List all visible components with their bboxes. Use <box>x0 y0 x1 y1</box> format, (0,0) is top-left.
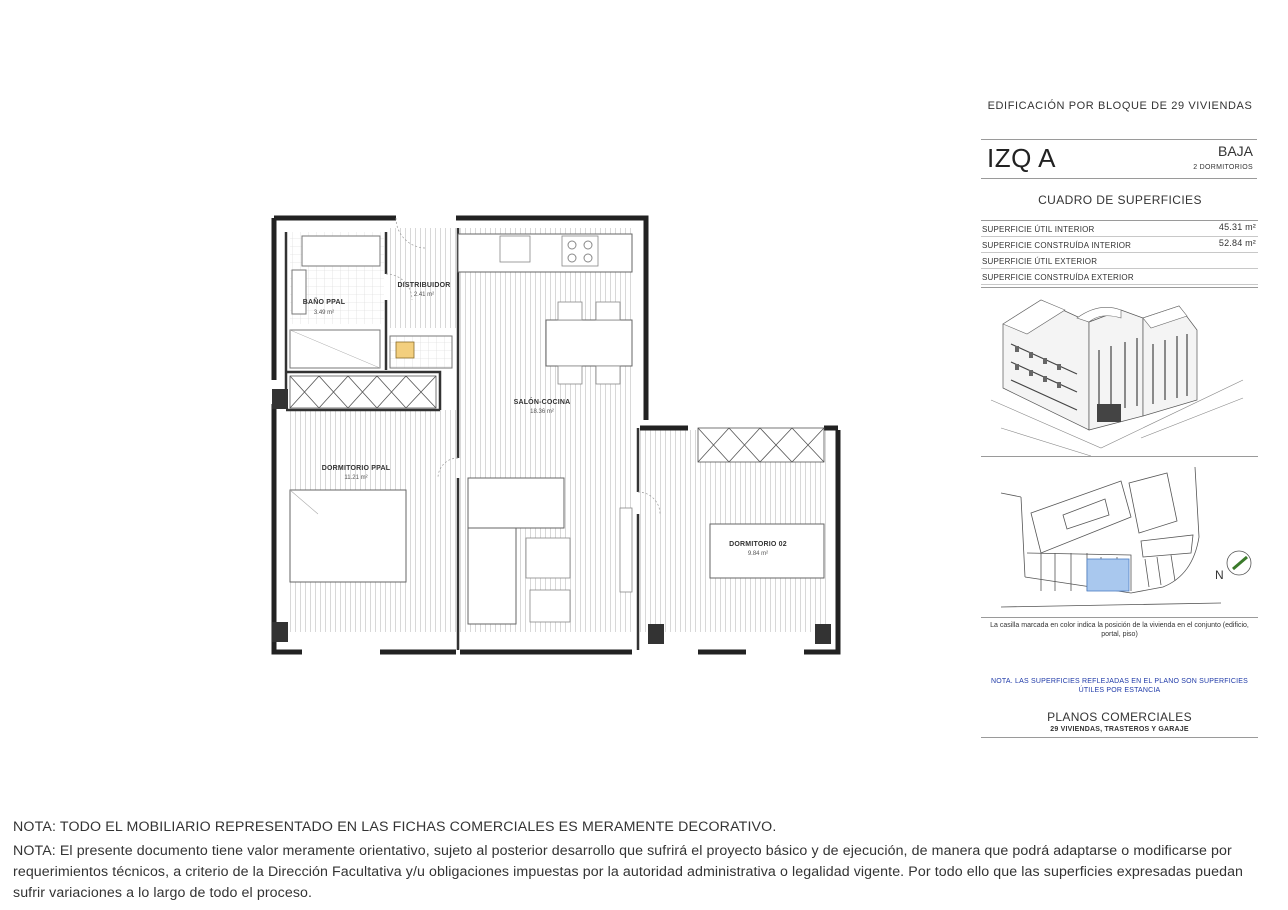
room-label-dormitorio-ppal: DORMITORIO PPAL <box>321 465 391 472</box>
areas-table <box>981 220 1258 285</box>
area-value: 45.31 m² <box>1218 222 1256 232</box>
area-row <box>981 253 1258 269</box>
unit-position-highlight <box>1087 559 1129 591</box>
unit-header <box>981 139 1257 179</box>
room-label-bano: BAÑO PPAL <box>302 299 346 306</box>
distribuidor-floor <box>388 228 456 328</box>
room-area-bano: 3.49 m² <box>313 310 335 316</box>
commercial-subtitle: 29 VIVIENDAS, TRASTEROS Y GARAJE <box>981 726 1258 738</box>
room-label-salon: SALÓN-COCINA <box>513 399 571 406</box>
area-row <box>981 269 1258 285</box>
building-iso-drawing <box>981 288 1258 456</box>
site-caption: La casilla marcada en color indica la posición de la vivienda en el conjunto (edificio, portal, piso) <box>990 622 1249 638</box>
area-value: 52.84 m² <box>1218 238 1256 248</box>
floor-plan <box>268 214 843 656</box>
legal-note: NOTA: El presente documento tiene valor meramente orientativo, sujeto al posterior desarrollo que sufrirá el proyecto básico y de ejecución, de manera que podrá adaptarse o modificarse por requerimientos técnicos, a criterio de la Dirección Facultativa y/u obligaciones impuestas por la autoridad administrativa o legalidad vigente. Por todo ello que las superficies expresadas puedan sufrir variaciones a lo largo de todo el proceso. <box>13 843 1244 901</box>
area-row <box>981 237 1258 253</box>
commercial-title: PLANOS COMERCIALES <box>1047 710 1192 724</box>
room-area-salon: 18.36 m² <box>530 409 554 415</box>
areas-title: CUADRO DE SUPERFICIES <box>1038 193 1202 207</box>
site-plan <box>981 456 1258 618</box>
furniture-note: NOTA: TODO EL MOBILIARIO REPRESENTADO EN LAS FICHAS COMERCIALES ES MERAMENTE DECORATIVO. <box>13 819 777 835</box>
site-plan-drawing <box>981 457 1258 617</box>
floor-plan-drawing <box>268 214 843 656</box>
unit-floor: BAJA <box>1217 143 1253 159</box>
area-label: SUPERFICIE CONSTRUÍDA EXTERIOR <box>982 273 1134 282</box>
area-note: NOTA. LAS SUPERFICIES REFLEJADAS EN EL PLANO SON SUPERFICIES ÚTILES POR ESTANCIA <box>990 678 1249 694</box>
building-illustration <box>981 287 1258 456</box>
unit-bedrooms: 2 DORMITORIOS <box>1193 164 1253 171</box>
north-label: N <box>1215 568 1224 582</box>
room-area-distribuidor: 2.41 m² <box>413 292 435 298</box>
room-area-dormitorio-ppal: 11.21 m² <box>344 475 368 481</box>
project-title: EDIFICACIÓN POR BLOQUE DE 29 VIVIENDAS <box>987 100 1253 112</box>
area-label: SUPERFICIE ÚTIL EXTERIOR <box>982 257 1098 266</box>
area-label: SUPERFICIE ÚTIL INTERIOR <box>982 225 1095 234</box>
room-label-distribuidor: DISTRIBUIDOR <box>397 282 451 289</box>
area-label: SUPERFICIE CONSTRUÍDA INTERIOR <box>982 241 1132 250</box>
unit-name: IZQ A <box>987 143 1056 173</box>
room-area-dormitorio-02: 9.84 m² <box>747 551 769 557</box>
area-row <box>981 221 1258 237</box>
room-label-dormitorio-02: DORMITORIO 02 <box>729 541 787 548</box>
